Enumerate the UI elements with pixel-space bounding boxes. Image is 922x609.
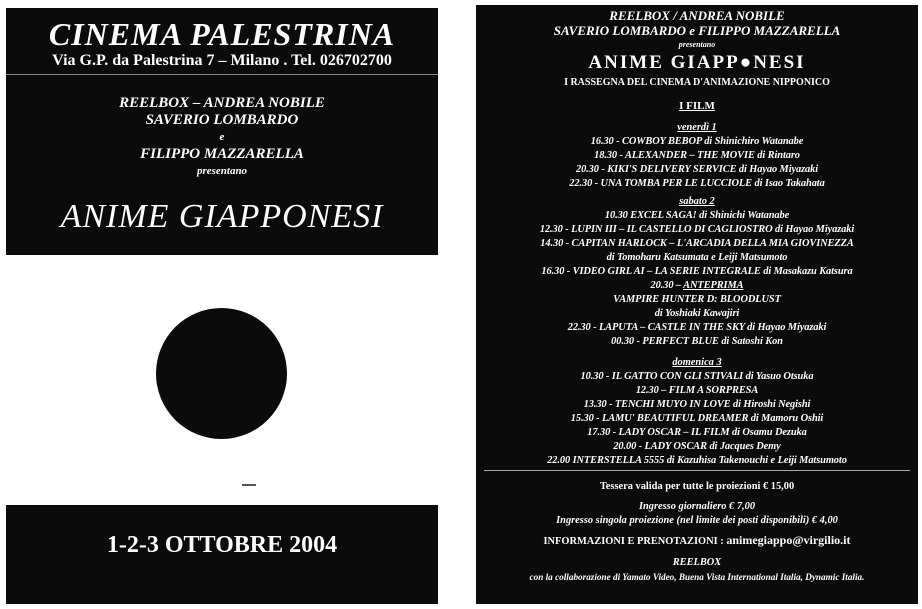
divider bbox=[6, 74, 438, 75]
screening-item: 10.30 EXCEL SAGA! di Shinichi Watanabe bbox=[604, 210, 790, 221]
screening-item: 16.30 - VIDEO GIRL AI – LA SERIE INTEGRALE di Masakazu Katsura bbox=[541, 266, 853, 277]
presentano-label: presentano bbox=[678, 40, 716, 49]
small-mark bbox=[242, 484, 256, 486]
screening-item: 22.00 INTERSTELLA 5555 di Kazuhisa Takenouchi e Leiji Matsumoto bbox=[547, 455, 847, 466]
divider bbox=[484, 470, 910, 471]
screening-item: 10.30 - IL GATTO CON GLI STIVALI di Yasuo Otsuka bbox=[580, 371, 814, 382]
screening-item: 00.30 - PERFECT BLUE di Satoshi Kon bbox=[611, 336, 783, 347]
footer-collaboration: con la collaborazione di Yamato Video, Buena Vista International Italia, Dynamic Italia. bbox=[529, 572, 865, 582]
screening-item: 20.30 - KIKI'S DELIVERY SERVICE di Hayao Miyazaki bbox=[575, 164, 819, 175]
screening-item: 12.30 – FILM A SORPRESA bbox=[635, 385, 759, 396]
screening-item: 13.30 - TENCHI MUYO IN LOVE di Hiroshi Negishi bbox=[583, 399, 811, 410]
screening-credit: di Tomoharu Katsumata e Leiji Matsumoto bbox=[606, 252, 788, 263]
header-line: REELBOX / ANDREA NOBILE bbox=[609, 8, 785, 23]
screening-item: 20.00 - LADY OSCAR di Jacques Demy bbox=[613, 441, 781, 452]
premiere-line bbox=[476, 280, 918, 291]
screening-item: 12.30 - LUPIN III – IL CASTELLO DI CAGLIOSTRO di Hayao Miyazaki bbox=[539, 224, 855, 235]
organizer-line: SAVERIO LOMBARDO bbox=[145, 112, 299, 128]
organizer-conjunction: e bbox=[219, 131, 225, 143]
organizer-line: FILIPPO MAZZARELLA bbox=[140, 146, 304, 162]
program-panel bbox=[476, 5, 918, 604]
single-price: Ingresso singola proiezione (nel limite dei posti disponibili) € 4,00 bbox=[556, 515, 838, 526]
program-subtitle: I RASSEGNA DEL CINEMA D'ANIMAZIONE NIPPONICO bbox=[564, 77, 830, 88]
premiere-label: ANTEPRIMA bbox=[683, 280, 744, 291]
program-title: ANIME GIAPP●NESI bbox=[588, 52, 806, 73]
venue-name: CINEMA PALESTRINA bbox=[48, 16, 396, 52]
presentano-label: presentano bbox=[196, 165, 248, 177]
venue-address: Via G.P. da Palestrina 7 – Milano . Tel. 026702700 bbox=[52, 52, 392, 69]
daily-price: Ingresso giornaliero € 7,00 bbox=[638, 501, 756, 512]
screening-item: 22.30 - UNA TOMBA PER LE LUCCIOLE di Isao Takahata bbox=[569, 178, 825, 189]
screening-item: 14.30 - CAPITAN HARLOCK – L'ARCADIA DELLA MIA GIOVINEZZA bbox=[540, 238, 854, 249]
films-heading: I FILM bbox=[679, 100, 715, 112]
contacts-label: INFORMAZIONI E PRENOTAZIONI : bbox=[543, 536, 727, 547]
left-header-panel bbox=[6, 8, 438, 255]
day-heading-saturday: sabato 2 bbox=[679, 196, 715, 207]
contact-email: animegiappo@virgilio.it bbox=[726, 533, 851, 547]
festival-title: ANIME GIAPPONESI bbox=[60, 198, 384, 235]
premiere-time: 20.30 – bbox=[650, 280, 682, 291]
day-heading-sunday: domenica 3 bbox=[672, 357, 722, 368]
pass-price: Tessera valida per tutte le proiezioni € 15,00 bbox=[599, 481, 795, 492]
screening-credit: di Yoshiaki Kawajiri bbox=[654, 308, 740, 319]
screening-item: 17.30 - LADY OSCAR – IL FILM di Osamu Dezuka bbox=[587, 427, 807, 438]
screening-item: 18.30 - ALEXANDER – THE MOVIE di Rintaro bbox=[594, 150, 800, 161]
footer-organizer: REELBOX bbox=[672, 557, 722, 568]
contacts-line bbox=[476, 533, 918, 548]
dates-panel bbox=[6, 505, 438, 604]
screening-item: VAMPIRE HUNTER D: BLOODLUST bbox=[613, 294, 781, 305]
screening-item: 15.30 - LAMU' BEAUTIFUL DREAMER di Mamoru Oshii bbox=[570, 413, 824, 424]
header-line: SAVERIO LOMBARDO e FILIPPO MAZZARELLA bbox=[553, 23, 841, 38]
black-disc-graphic bbox=[156, 308, 287, 439]
organizers bbox=[6, 95, 438, 180]
screening-item: 16.30 - COWBOY BEBOP di Shinichiro Watanabe bbox=[590, 136, 804, 147]
organizer-line: REELBOX – ANDREA NOBILE bbox=[119, 95, 325, 111]
day-heading-friday: venerdì 1 bbox=[677, 122, 717, 133]
screening-item: 22.30 - LAPUTA – CASTLE IN THE SKY di Hayao Miyazaki bbox=[567, 322, 827, 333]
festival-dates: 1-2-3 OTTOBRE 2004 bbox=[106, 532, 338, 558]
